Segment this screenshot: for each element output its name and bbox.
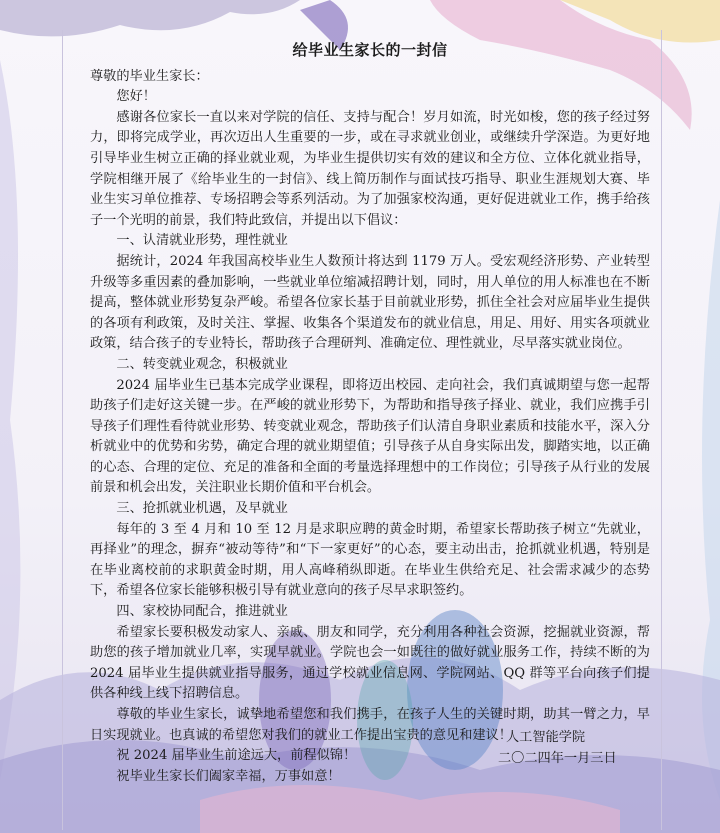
letter-title: 给毕业生家长的一封信	[292, 41, 448, 59]
signature-date: 二〇二四年一月三日	[498, 750, 617, 766]
section-1-heading: 一、认清就业形势，理性就业	[116, 233, 288, 249]
section-2-heading: 二、转变就业观念，积极就业	[116, 356, 288, 372]
section-3-heading: 三、抢抓就业机遇，及早就业	[116, 501, 288, 517]
salutation: 尊敬的毕业生家长：	[90, 68, 209, 84]
signature-org: 人工智能学院	[506, 730, 586, 745]
intro-paragraph: 感谢各位家长一直以来对学院的信任、支持与配合！岁月如流，时光如梭，您的孩子经过努力，即将完成学业，再次迈出人生重要的一步，或在寻求就业创业，或继续升学深造。为更好地引导毕业生树立正确的择业就业观，为毕业生提供切实有效的建议和全方位、立体化就业指导，学院相继开展了《给毕业生的一封信》、线上简历制作与面试技巧指导、职业生涯规划大赛、毕业生实习单位推荐、专场招聘会等系列活动。为了加强家校沟通，更好促进就业工作，携手给孩子一个光明的前景，我们特此致信，并提出以下倡议：	[90, 109, 650, 228]
signature-block	[498, 728, 617, 769]
section-1-body: 据统计，2024 年我国高校毕业生人数预计将达到 1179 万人。受宏观经济形势、产业转型升级等多重因素的叠加影响，一些就业单位缩减招聘计划，同时，用人单位的用人标准也在不断提高，整体就业形势复杂严峻。希望各位家长基于目前就业形势，抓住全社会对应届毕业生提供的各项有利政策，及时关注、掌握、收集各个渠道发布的就业信息，用足、用好、用实各项就业政策，结合孩子的专业特长，帮助孩子合理研判、准确定位、理性就业，尽早落实就业岗位。	[90, 253, 650, 352]
closing-paragraph: 尊敬的毕业生家长，诚挚地希望您和我们携手，在孩子人生的关键时期，助其一臂之力，早日实现就业。也真诚的希望您对我们的就业工作提出宝贵的意见和建议！	[90, 707, 650, 743]
greeting: 您好！	[116, 89, 156, 105]
section-3-body: 每年的 3 至 4 月和 10 至 12 月是求职应聘的黄金时期，希望家长帮助孩子树立“先就业，再择业”的理念，摒弃“被动等待”和“下一家更好”的心态，要主动出击，抢抓就业机遇，特别是在毕业离校前的求职黄金时期，用人高峰稍纵即逝。在毕业生供给充足、社会需求减少的态势下，希望各位家长能够积极引导有就业意向的孩子尽早求职签约。	[90, 521, 650, 599]
section-4-heading: 四、家校协同配合，推进就业	[116, 604, 288, 620]
section-2-body: 2024 届毕业生已基本完成学业课程，即将迈出校园、走向社会，我们真诚期望与您一起帮助孩子们走好这关键一步。在严峻的就业形势下，为帮助和指导孩子择业、就业，我们应携手引导孩子们理性看待就业形势、转变就业观念，帮助孩子们认清自身职业素质和技能水平，深入分析就业中的优势和劣势，确定合理的就业期望值；引导孩子从自身实际出发，脚踏实地，以正确的心态、合理的定位、充足的准备和全面的考量选择理想中的工作岗位；引导孩子从行业的发展前景和机会出发，关注职业长期价值和平台机会。	[90, 377, 650, 496]
wish-parents: 祝毕业生家长们阖家幸福，万事如意！	[116, 768, 341, 784]
letter-body	[90, 40, 650, 787]
wish-graduates: 祝 2024 届毕业生前途远大，前程似锦！	[116, 748, 357, 764]
section-4-body: 希望家长要积极发动家人、亲戚、朋友和同学，充分利用各种社会资源，挖掘就业资源，帮助您的孩子增加就业几率，实现早就业。学院也会一如既往的做好就业服务工作，持续不断的为 2024 届毕业生提供就业指导服务，通过学校就业信息网、学院网站、QQ 群等平台向孩子们提供各种线上线下招聘信息。	[90, 624, 650, 702]
